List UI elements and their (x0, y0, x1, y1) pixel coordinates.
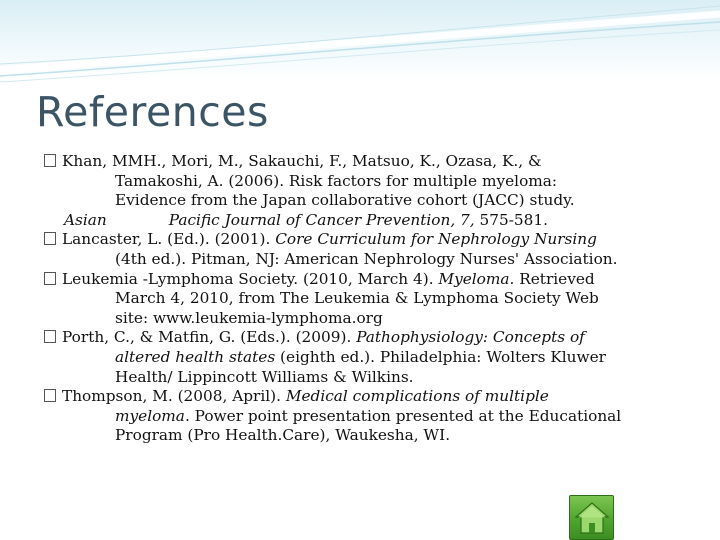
reference-text: . Power point presentation presented at the Educational (184, 406, 622, 425)
header-swoosh (0, 0, 720, 90)
reference-item (44, 230, 694, 269)
reference-text: Tamakoshi, A. (2006). Risk factors for multiple myeloma: (115, 171, 558, 190)
checkbox-bullet-icon (44, 330, 56, 343)
reference-text: Program (Pro Health.Care), Waukesha, WI. (115, 426, 451, 445)
reference-text: Health/ Lippincott Williams & Wilkins. (115, 367, 414, 386)
reference-text: Leukemia -Lymphoma Society. (2010, March 4). (62, 269, 439, 288)
presentation-title: myeloma (115, 406, 185, 425)
reference-text: Lancaster, L. (Ed.). (2001). (62, 230, 276, 249)
reference-text: March 4, 2010, from The Leukemia & Lymphoma Society Web (115, 289, 599, 308)
reference-text: site: www.leukemia-lymphoma.org (115, 308, 383, 327)
checkbox-bullet-icon (44, 389, 56, 402)
slide-title: References (36, 88, 269, 136)
reference-text: (eighth ed.). Philadelphia: Wolters Kluwer (275, 347, 606, 366)
reference-item (44, 328, 694, 387)
reference-item (44, 270, 694, 329)
checkbox-bullet-icon (44, 154, 56, 167)
reference-text: (4th ed.). Pitman, NJ: American Nephrology Nurses' Association. (115, 249, 618, 268)
presentation-title: Medical complications of multiple (285, 387, 549, 406)
book-title: Core Curriculum for Nephrology Nursing (275, 230, 597, 249)
reference-text: . Retrieved (509, 269, 595, 288)
checkbox-bullet-icon (44, 272, 56, 285)
journal-name: Pacific Journal of Cancer Prevention, 7, (168, 210, 475, 229)
reference-text: Porth, C., & Matfin, G. (Eds.). (2009). (62, 328, 357, 347)
references-list (44, 152, 694, 446)
reference-text: 575-581. (474, 210, 548, 229)
page-title-ref: Myeloma (438, 269, 510, 288)
reference-text: Thompson, M. (2008, April). (62, 387, 286, 406)
journal-name: Asian (64, 210, 107, 229)
book-title: Pathophysiology: Concepts of (356, 328, 585, 347)
home-icon (574, 500, 610, 536)
home-button[interactable] (569, 495, 614, 540)
reference-text: Evidence from the Japan collaborative cohort (JACC) study. (115, 191, 575, 210)
checkbox-bullet-icon (44, 232, 56, 245)
reference-item (44, 387, 694, 446)
reference-text: Khan, MMH., Mori, M., Sakauchi, F., Matsuo, K., Ozasa, K., & (62, 152, 542, 170)
reference-item (44, 152, 694, 230)
book-title: altered health states (115, 347, 276, 366)
